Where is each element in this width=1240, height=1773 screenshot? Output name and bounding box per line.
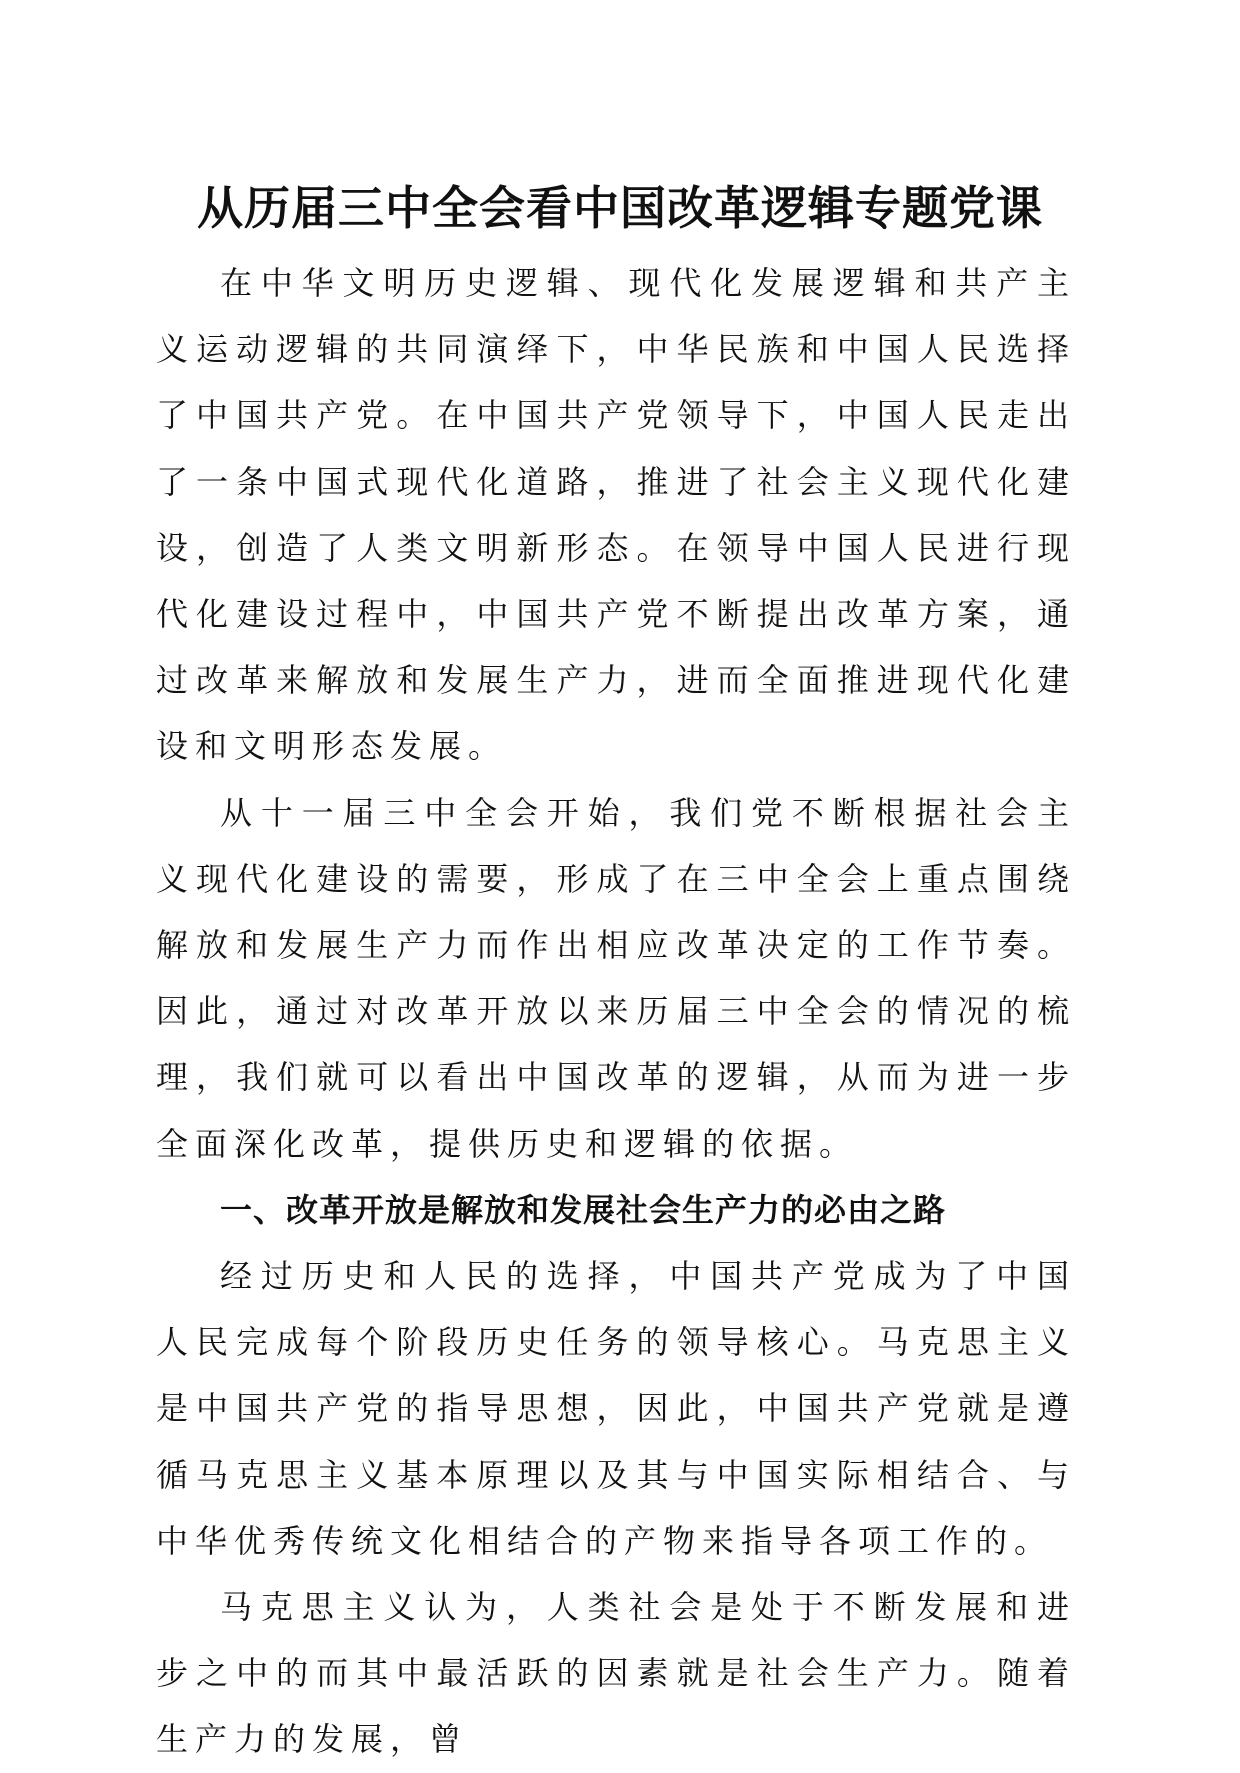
paragraph: 马克思主义认为，人类社会是处于不断发展和进步之中的而其中最活跃的因素就是社会生产力。随着生产力的发展，曾 — [156, 1588, 1076, 1759]
paragraph: 经过历史和人民的选择，中国共产党成为了中国人民完成每个阶段历史任务的领导核心。马克思主义是中国共产党的指导思想，因此，中国共产党就是遵循马克思主义基本原理以及其与中国实际相结合、与中华优秀传统文化相结合的产物来指导各项工作的。 — [156, 1257, 1076, 1560]
document-body — [156, 250, 1076, 1773]
paragraph: 在中华文明历史逻辑、现代化发展逻辑和共产主义运动逻辑的共同演绎下，中华民族和中国人民选择了中国共产党。在中国共产党领导下，中国人民走出了一条中国式现代化道路，推进了社会主义现代化建设，创造了人类文明新形态。在领导中国人民进行现代化建设过程中，中国共产党不断提出改革方案，通过改革来解放和发展生产力，进而全面推进现代化建设和文明形态发展。 — [156, 264, 1076, 766]
paragraph: 从十一届三中全会开始，我们党不断根据社会主义现代化建设的需要，形成了在三中全会上重点围绕解放和发展生产力而作出相应改革决定的工作节奏。因此，通过对改革开放以来历届三中全会的情况的梳理，我们就可以看出中国改革的逻辑，从而为进一步全面深化改革，提供历史和逻辑的依据。 — [156, 793, 1076, 1163]
section-heading: 一、改革开放是解放和发展社会生产力的必由之路 — [220, 1190, 947, 1229]
document-title: 从历届三中全会看中国改革逻辑专题党课 — [197, 181, 1043, 235]
